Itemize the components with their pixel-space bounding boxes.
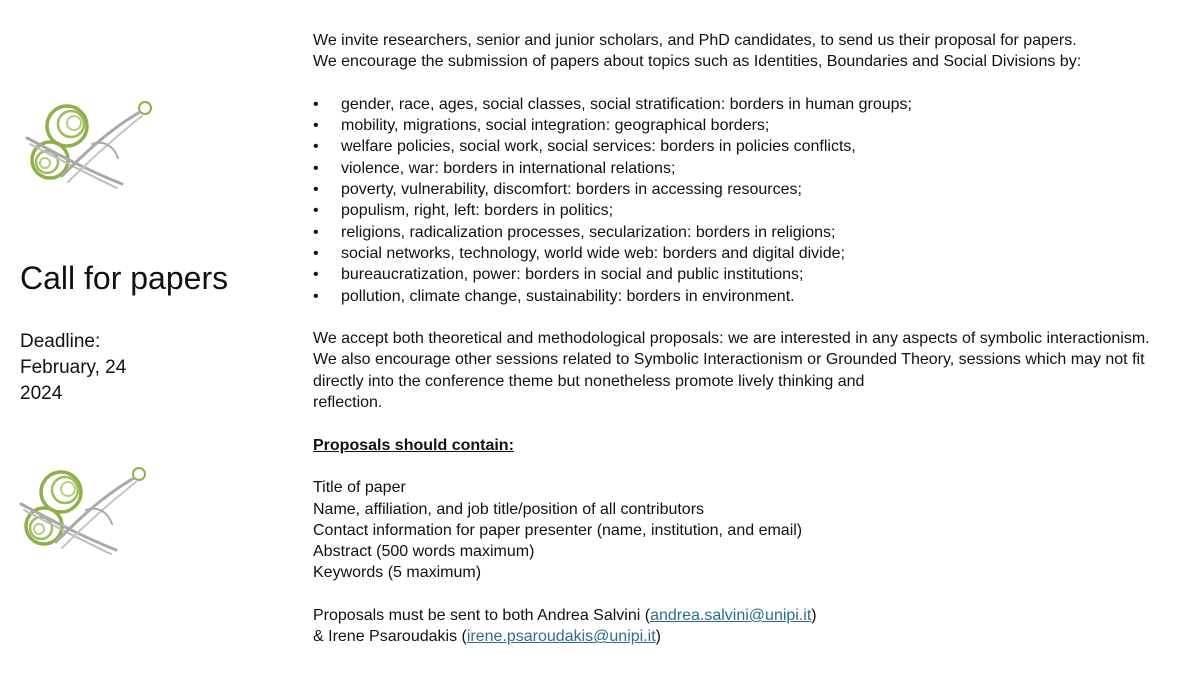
contact-line-2 [313, 626, 1193, 647]
list-item: • gender, race, ages, social classes, social stratification: borders in human groups; [313, 94, 1193, 115]
list-item: • welfare policies, social work, social services: borders in policies conflicts, [313, 136, 1193, 157]
contact-text: & Irene Psaroudakis ( [313, 628, 467, 646]
list-item: • religions, radicalization processes, secularization: borders in religions; [313, 222, 1193, 243]
proposal-item: Abstract (500 words maximum) [313, 543, 535, 561]
list-item: • poverty, vulnerability, discomfort: borders in accessing resources; [313, 179, 1193, 200]
list-item: • bureaucratization, power: borders in social and public institutions; [313, 264, 1193, 285]
email-link-psaroudakis[interactable]: irene.psaroudakis@unipi.it [466, 628, 656, 646]
deadline-block [20, 329, 126, 407]
proposal-item: Title of paper [313, 479, 406, 497]
deadline-date: February, 24 [20, 357, 127, 378]
intro-line: We invite researchers, senior and junior scholars, and PhD candidates, to send us their proposal for papers. [313, 32, 1077, 49]
deadline-label: Deadline: [20, 331, 101, 352]
swirl-logo-bottom-icon [16, 462, 148, 556]
call-text [313, 30, 1193, 648]
body-paragraph: We accept both theoretical and methodological proposals: we are interested in any aspects of symbolic interactionism. [313, 330, 1150, 348]
swirl-logo-top-icon [22, 96, 154, 190]
proposals-heading: Proposals should contain: [313, 436, 514, 454]
list-item: • violence, war: borders in international relations; [313, 158, 1193, 179]
contact-text: Proposals must be sent to both Andrea Salvini ( [313, 607, 651, 625]
proposal-item: Contact information for paper presenter (name, institution, and email) [313, 521, 803, 539]
list-item: • social networks, technology, world wide web: borders and digital divide; [313, 243, 1193, 264]
contact-text: ) [811, 607, 817, 625]
intro-line: We encourage the submission of papers about topics such as Identities, Boundaries and Social Divisions by: [313, 53, 1082, 71]
list-item: • pollution, climate change, sustainability: borders in environment. [313, 286, 1193, 307]
proposal-item: Name, affiliation, and job title/position of all contributors [313, 500, 705, 518]
deadline-year: 2024 [20, 383, 63, 404]
body-paragraph: We also encourage other sessions related to Symbolic Interactionism or Grounded Theory, sessions which may not fit directly into the conference theme but nonetheless promote lively thinking and [313, 351, 1145, 390]
email-link-salvini[interactable]: andrea.salvini@unipi.it [650, 607, 812, 625]
body-paragraph: reflection. [313, 394, 383, 412]
topics-list [313, 94, 1193, 307]
contact-line-1 [313, 605, 1193, 626]
page-title: Call for papers [20, 260, 229, 296]
contact-text: ) [655, 628, 661, 646]
list-item: • populism, right, left: borders in politics; [313, 200, 1193, 221]
list-item: • mobility, migrations, social integration: geographical borders; [313, 115, 1193, 136]
proposal-item: Keywords (5 maximum) [313, 564, 482, 582]
